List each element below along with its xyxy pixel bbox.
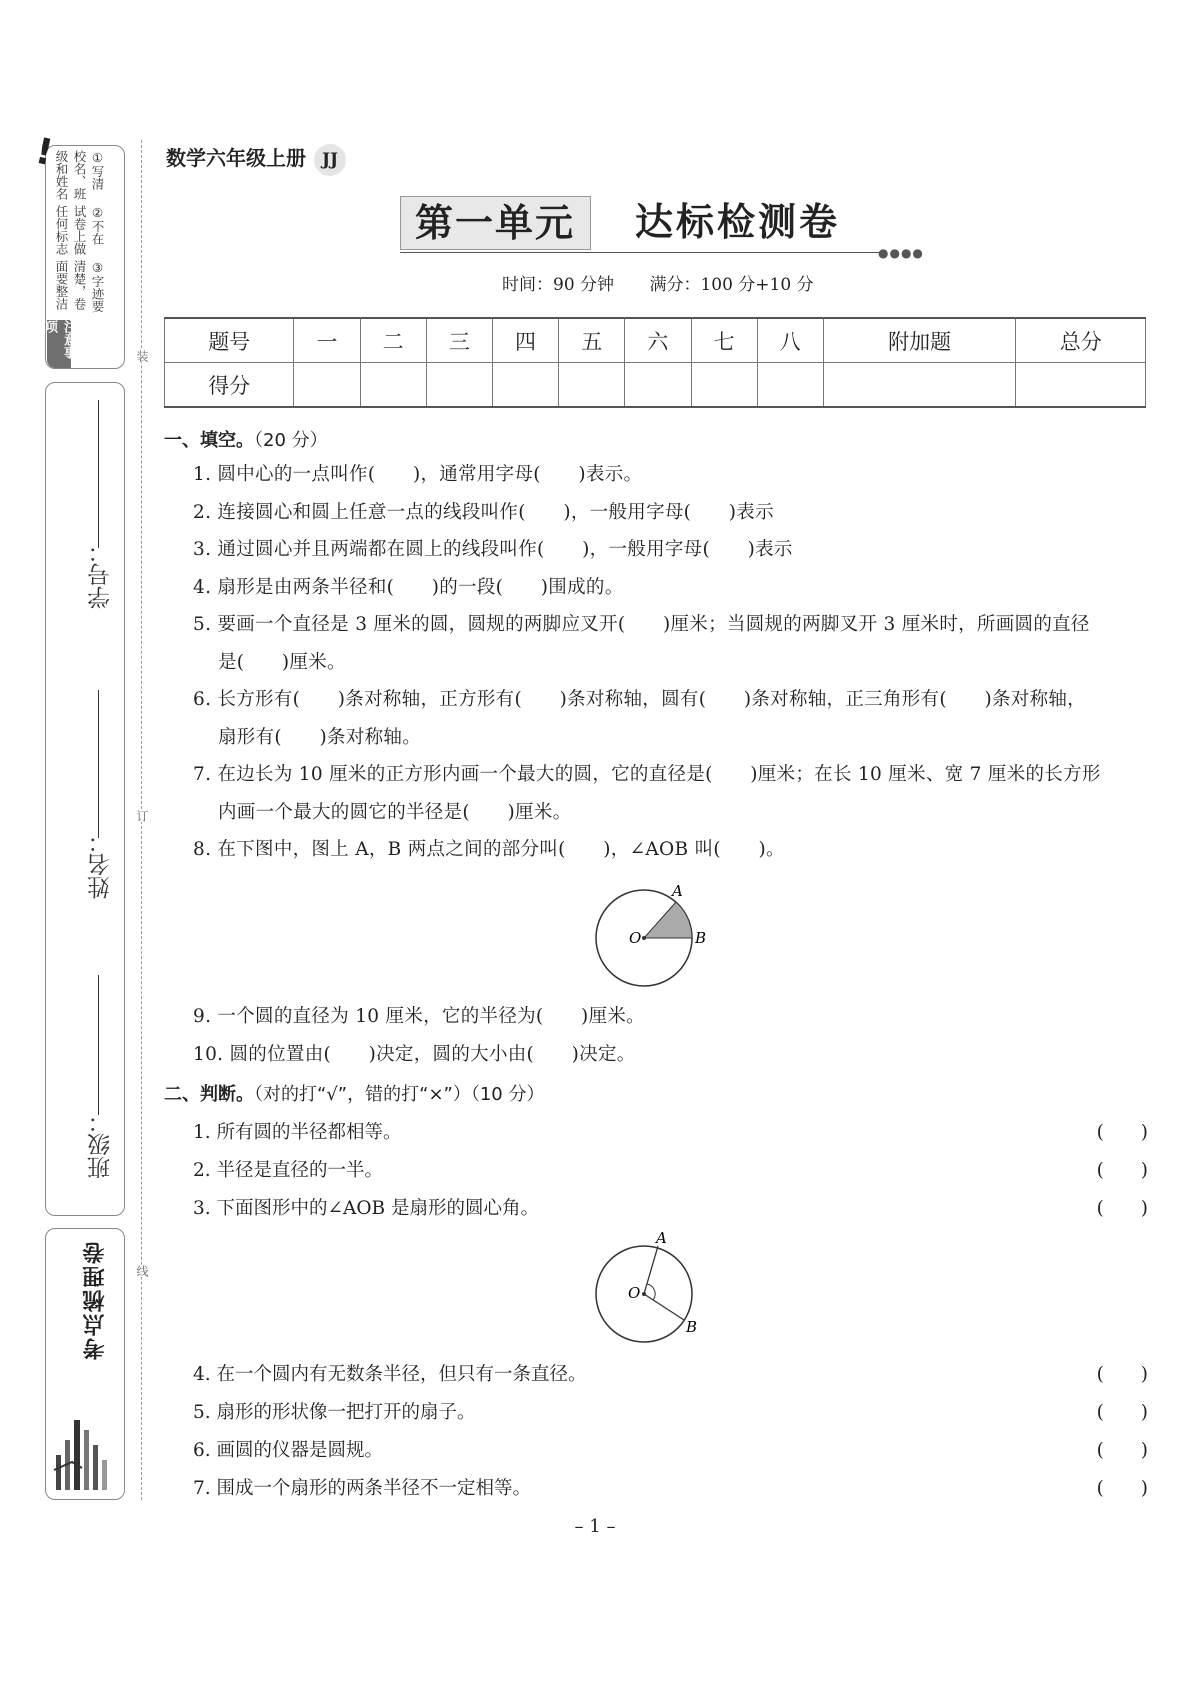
title-dots: ●●●● [878,246,924,260]
student-id-label: 学号： [88,540,114,609]
table-col-3: 三 [426,318,492,363]
notice-item: ③字迹要清楚，卷面要整洁 [54,259,105,313]
notice-item: ①写清校名、班级和姓名 [54,150,105,200]
section-title: 一、填空。 [164,430,254,451]
question-item-continued: 内画一个最大的圆它的半径是( )厘米。 [218,801,572,823]
answer-blank[interactable]: ( ) [1096,1160,1148,1181]
judge-item [193,1436,1148,1462]
score-cell[interactable] [360,363,426,408]
point-label-a: A [656,1232,667,1247]
judge-item [193,1156,1148,1182]
question-item: 3. 通过圆心并且两端都在圆上的线段叫作( )，一般用字母( )表示 [193,539,793,560]
test-title: 达标检测卷 [635,200,841,244]
full-score: 满分：100 分+10 分 [649,275,814,295]
angle-arc [647,1284,655,1300]
question-item: 8. 在下图中，图上 A，B 两点之间的部分叫( )，∠AOB 叫( )。 [193,839,785,860]
radius-ob [644,1294,684,1320]
table-col-7: 七 [691,318,757,363]
section-fill-blank-title [164,426,328,452]
student-info-box [45,382,125,1216]
section-points: （对的打“√”，错的打“×”）（10 分） [254,1084,545,1105]
center-point [642,1292,646,1296]
table-col-5: 五 [559,318,625,363]
table-col-total: 总分 [1016,318,1146,363]
answer-blank[interactable]: ( ) [1096,1440,1148,1461]
score-table-header-row [165,318,1146,363]
table-score-label: 得分 [165,363,294,408]
table-col-1: 一 [294,318,360,363]
cut-mark: 订 [135,810,149,822]
student-class-line[interactable] [98,975,99,1115]
score-cell[interactable] [294,363,360,408]
student-id-line[interactable] [98,400,99,548]
shaded-sector [644,902,692,938]
point-label-b: B [695,929,707,947]
brand-title: 考点梳理卷 [83,1240,108,1360]
notice-title: 注意事项 [47,320,71,368]
center-point [642,936,646,940]
section-title: 二、判断。 [164,1084,254,1105]
table-col-2: 二 [360,318,426,363]
score-cell[interactable] [625,363,691,408]
question-item: 6. 长方形有( )条对称轴，正方形有( )条对称轴，圆有( )条对称轴，正三角形有( )条对称轴， [193,689,1086,710]
judge-item [193,1118,1148,1144]
section-points: （20 分） [254,430,328,451]
table-col-8: 八 [757,318,823,363]
question-list [193,456,1148,869]
notice-items [52,150,106,315]
score-cell[interactable] [823,363,1016,408]
question-item-continued: 扇形有( )条对称轴。 [218,726,422,748]
table-header-label: 题号 [165,318,294,363]
exam-meta [502,270,844,295]
exclamation-icon: ! [31,130,57,175]
answer-blank[interactable]: ( ) [1096,1478,1148,1499]
question-item-continued: 是( )厘米。 [218,651,346,673]
radius-oa [644,1246,658,1294]
edition-badge: JJ [314,144,346,176]
answer-blank[interactable]: ( ) [1096,1198,1148,1219]
judge-item [193,1360,1148,1386]
question-item: 2. 连接圆心和圆上任意一点的线段叫作( )，一般用字母( )表示 [193,501,774,523]
cut-mark: 线 [135,1265,149,1277]
score-cell[interactable] [757,363,823,408]
question-item: 1. 圆中心的一点叫作( )，通常用字母( )表示。 [193,464,643,485]
question-item: 4. 扇形是由两条半径和( )的一段( )围成的。 [193,576,624,598]
score-cell[interactable] [559,363,625,408]
question-item: 7. 在边长为 10 厘米的正方形内画一个最大的圆，它的直径是( )厘米；在长 10 厘米、宽 7 厘米的长方形 [193,764,1101,785]
point-label-b: B [686,1318,698,1336]
subject-title: 数学六年级上册 [166,146,306,170]
question-item: 5. 要画一个直径是 3 厘米的圆，圆规的两脚应叉开( )厘米；当圆规的两脚叉开 3 厘米时，所画圆的直径 [193,614,1090,635]
answer-blank[interactable]: ( ) [1096,1364,1148,1385]
judge-text: 4. 在一个圆内有无数条半径，但只有一条直径。 [193,1364,587,1385]
table-col-4: 四 [492,318,558,363]
angle-figure [588,1232,708,1350]
bar-graphic-icon [52,1400,112,1490]
score-cell[interactable] [492,363,558,408]
score-table-score-row [165,363,1146,408]
score-cell[interactable] [426,363,492,408]
subject-header [166,142,346,176]
point-label-o: O [628,1284,641,1302]
score-cell[interactable] [1016,363,1146,408]
student-name-label: 姓名： [88,830,114,899]
notice-item: ②不在试卷上做任何标志 [54,204,105,255]
page-number: – 1 – [574,1516,616,1537]
exam-title [400,196,924,260]
title-underline [400,252,880,253]
judge-item [193,1194,1148,1220]
judge-item [193,1398,1148,1424]
point-label-a: A [672,882,683,900]
judge-text: 3. 下面图形中的∠AOB 是扇形的圆心角。 [193,1198,540,1219]
answer-blank[interactable]: ( ) [1096,1402,1148,1423]
student-name-line[interactable] [98,690,99,838]
student-class-label: 班级： [88,1110,114,1179]
score-cell[interactable] [691,363,757,408]
judge-text: 5. 扇形的形状像一把打开的扇子。 [193,1402,476,1423]
judge-text: 7. 围成一个扇形的两条半径不一定相等。 [193,1478,532,1499]
point-label-o: O [629,929,642,947]
question-item: 9. 一个圆的直径为 10 厘米，它的半径为( )厘米。 [193,1006,645,1027]
question-list-continued [193,998,1148,1073]
judge-item [193,1474,1148,1500]
cut-mark: 装 [135,350,149,362]
judge-text: 6. 画圆的仪器是圆规。 [193,1440,384,1461]
judge-text: 1. 所有圆的半径都相等。 [193,1122,402,1143]
score-table [164,317,1146,408]
table-col-bonus: 附加题 [823,318,1016,363]
time-limit: 时间：90 分钟 [502,275,615,295]
question-item: 10. 圆的位置由( )决定，圆的大小由( )决定。 [193,1043,636,1065]
answer-blank[interactable]: ( ) [1096,1122,1148,1143]
sector-figure [588,878,708,994]
table-col-6: 六 [625,318,691,363]
section-judgement-title [164,1080,544,1106]
unit-label: 第一单元 [400,196,591,250]
judge-text: 2. 半径是直径的一半。 [193,1160,384,1181]
